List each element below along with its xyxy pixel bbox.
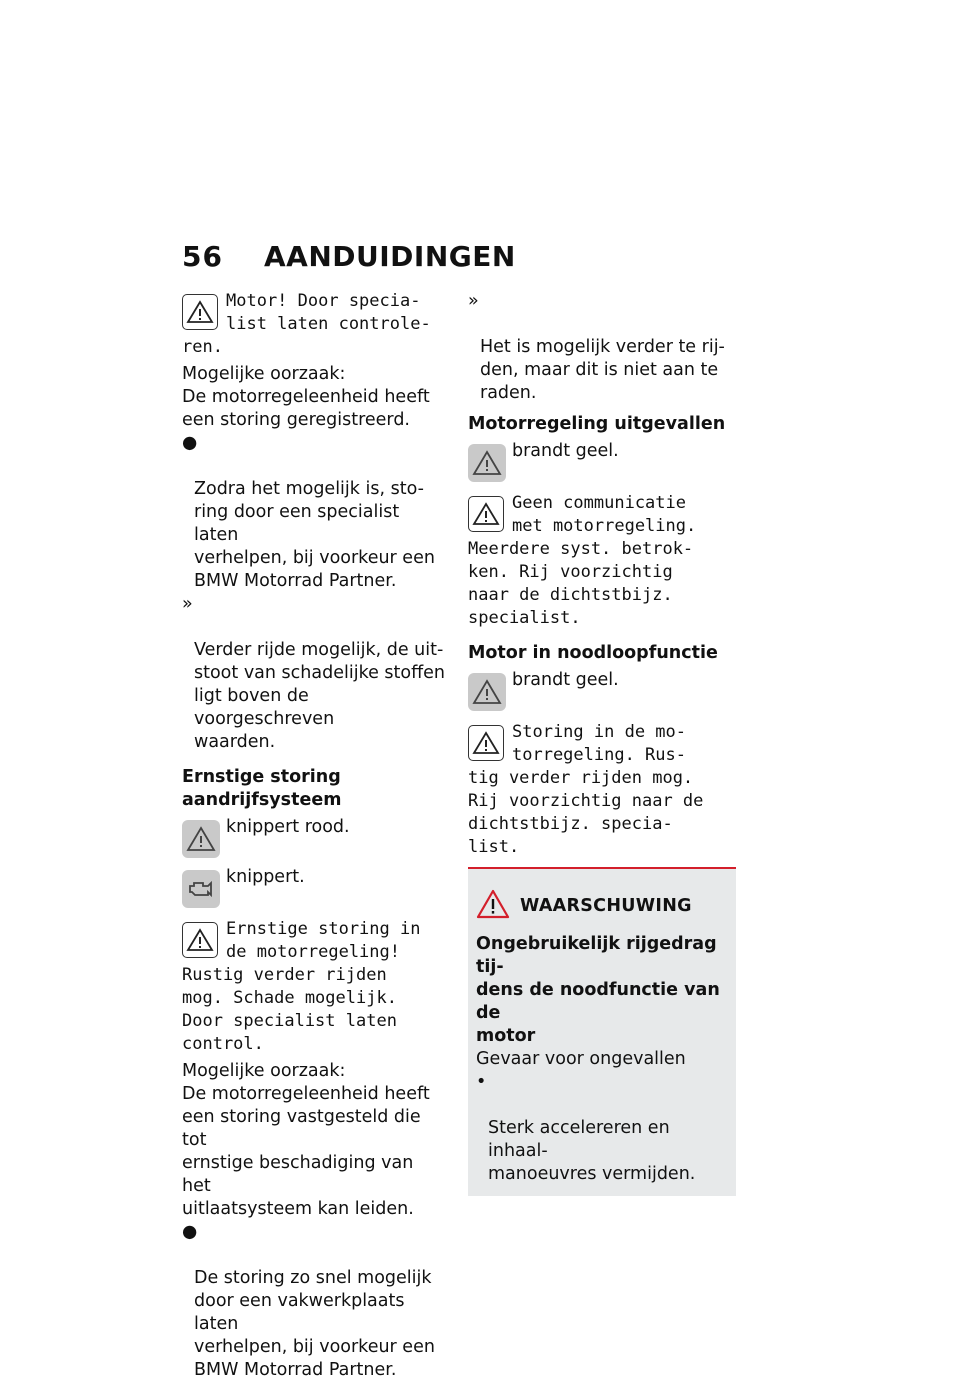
bullet-marker: •: [476, 1072, 487, 1092]
warning-header: [476, 889, 728, 923]
display-message: [182, 918, 446, 1056]
message-text-rest: tig verder rijden mog. Rij voorzichtig naar de dichtstbijz. specia- list.: [468, 768, 704, 857]
list-item: ● Zodra het mogelijk is, sto- ring door een specialist laten verhelpen, bij voorkeur een BMW Motorrad Partner.: [182, 433, 435, 591]
warning-triangle-icon: [468, 725, 504, 761]
bullet-marker: ●: [182, 433, 198, 453]
lamp-status: knippert rood.: [226, 817, 350, 837]
bullet-marker: ●: [182, 1222, 198, 1242]
warning-subtitle: Ongebruikelijk rijgedrag tij- dens de noodfunctie van de motor: [476, 934, 720, 1046]
section-heading: Motorregeling uitgevallen: [468, 414, 726, 434]
message-text-rest: Meerdere syst. betrok- ken. Rij voorzichtig naar de dichtstbijz. specialist.: [468, 539, 694, 628]
warning-text: Gevaar voor ongevallen: [476, 1049, 686, 1069]
warning-lamp-icon: [468, 673, 506, 711]
message-text-first: Geen communicatie met motorregeling.: [512, 493, 697, 536]
message-text-rest: Rustig verder rijden mog. Schade mogelijk. Door specialist laten control.: [182, 965, 397, 1054]
lamp-status: knippert.: [226, 867, 305, 887]
warning-triangle-icon: [182, 294, 218, 330]
result-marker: »: [182, 594, 193, 614]
display-message: [182, 290, 446, 359]
section-heading: Ernstige storing aandrijfsysteem: [182, 767, 342, 810]
message-text-first: Storing in de mo- torregeling. Rus-: [512, 722, 686, 765]
list-item: • Sterk accelereren en inhaal- manoeuvres vermijden.: [476, 1072, 696, 1184]
page-header: [182, 240, 516, 273]
message-text-first: Motor! Door specia- list laten controle-: [226, 291, 431, 334]
display-message: [468, 492, 736, 630]
cause-text: Mogelijke oorzaak: De motorregeleenheid heeft een storing vastgesteld die tot ernstige beschadiging van het uitlaatsysteem kan leiden.: [182, 1061, 430, 1219]
right-column: [468, 290, 736, 1196]
display-message: [468, 721, 736, 859]
engine-lamp-icon: [182, 870, 220, 908]
warning-box: [468, 867, 736, 1196]
list-item: ● De storing zo snel mogelijk door een vakwerkplaats laten verhelpen, bij voorkeur een BMW Motorrad Partner.: [182, 1222, 435, 1380]
chapter-title: AANDUIDINGEN: [264, 240, 516, 273]
message-text-rest: ren.: [182, 337, 223, 357]
lamp-status: brandt geel.: [512, 670, 619, 690]
result-marker: »: [468, 291, 479, 311]
section-heading: Motor in noodloopfunctie: [468, 643, 718, 663]
result-item: » Het is mogelijk verder te rij- den, maar dit is niet aan te raden.: [468, 291, 725, 403]
warning-triangle-icon: [468, 496, 504, 532]
warning-title: WAARSCHUWING: [520, 896, 692, 916]
indicator-lamp-row: [468, 440, 736, 486]
page-number: 56: [182, 240, 223, 273]
indicator-lamp-row: [182, 866, 446, 912]
indicator-lamp-row: [468, 669, 736, 715]
left-column: [182, 290, 446, 1382]
lamp-status: brandt geel.: [512, 441, 619, 461]
cause-text: Mogelijke oorzaak: De motorregeleenheid heeft een storing geregistreerd.: [182, 364, 430, 430]
warning-triangle-icon: [182, 922, 218, 958]
message-text-first: Ernstige storing in de motorregeling!: [226, 919, 421, 962]
warning-lamp-icon: [468, 444, 506, 482]
warning-lamp-icon: [182, 820, 220, 858]
warning-exclamation-icon: [476, 889, 510, 923]
result-item: » Verder rijde mogelijk, de uit- stoot van schadelijke stoffen ligt boven de voorgeschreven waarden.: [182, 594, 446, 752]
indicator-lamp-row: [182, 816, 446, 862]
